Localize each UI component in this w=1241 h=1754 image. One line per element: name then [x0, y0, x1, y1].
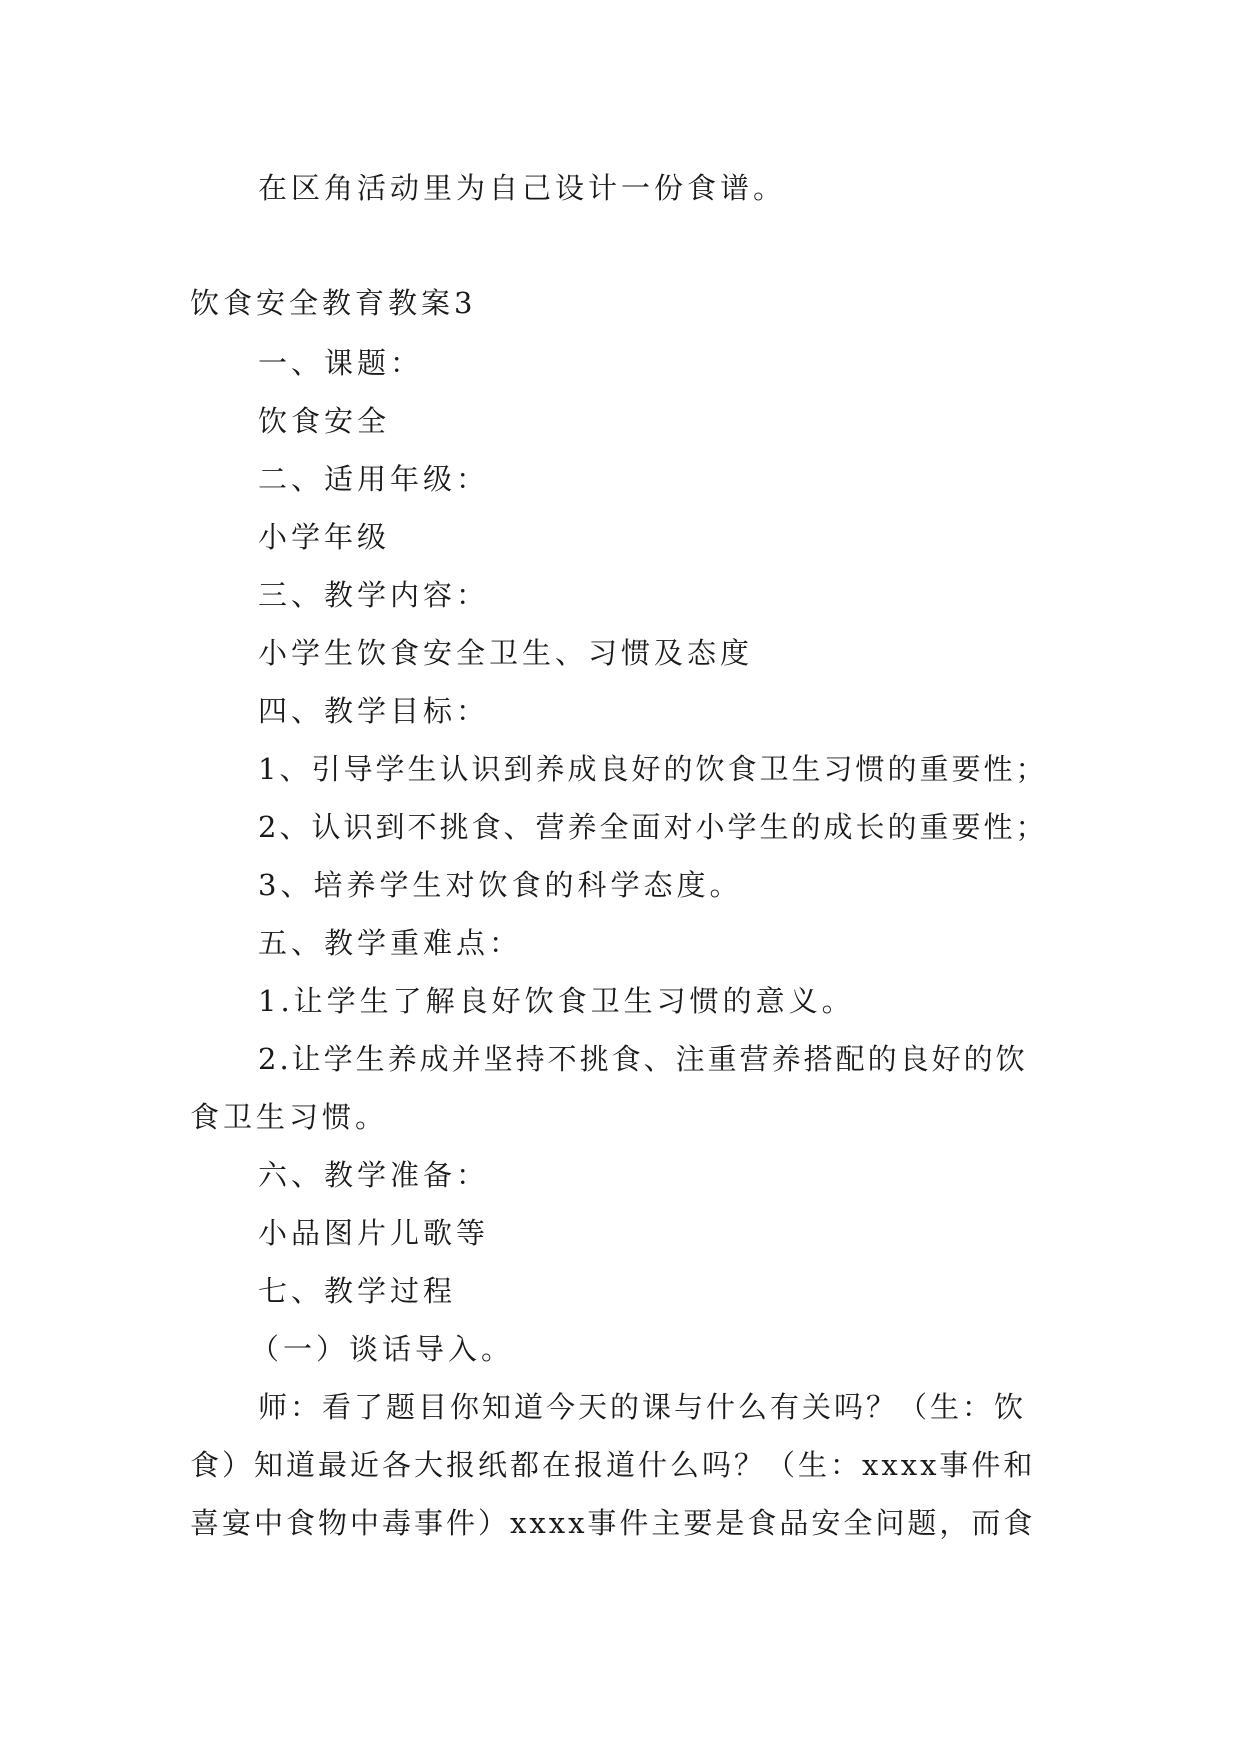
heading-objectives: 四、教学目标：	[258, 694, 490, 728]
paragraph-dialogue: 喜宴中食物中毒事件）xxxx事件主要是食品安全问题，而食	[190, 1506, 1036, 1540]
paragraph-grade: 小学年级	[258, 520, 391, 554]
key-point-item-continued: 食卫生习惯。	[190, 1100, 389, 1134]
key-point-item: 1.让学生了解良好饮食卫生习惯的意义。	[258, 984, 855, 1018]
paragraph-dialogue: 师：看了题目你知道今天的课与什么有关吗？（生：饮	[258, 1390, 1027, 1424]
heading-topic: 一、课题：	[258, 346, 424, 380]
objective-item: 3、培养学生对饮食的科学态度。	[258, 868, 743, 902]
paragraph-content: 小学生饮食安全卫生、习惯及态度	[258, 636, 754, 670]
heading-grade: 二、适用年级：	[258, 462, 490, 496]
heading-preparation: 六、教学准备：	[258, 1158, 490, 1192]
intro-line: 在区角活动里为自己设计一份食谱。	[258, 171, 787, 205]
heading-key-points: 五、教学重难点：	[258, 926, 523, 960]
paragraph-dialogue: 食）知道最近各大报纸都在报道什么吗？（生：xxxx事件和	[190, 1448, 1036, 1482]
objective-item: 2、认识到不挑食、营养全面对小学生的成长的重要性；	[258, 810, 1048, 844]
section-title: 饮食安全教育教案3	[190, 286, 477, 320]
heading-content: 三、教学内容：	[258, 578, 490, 612]
objective-item: 1、引导学生认识到养成良好的饮食卫生习惯的重要性；	[258, 752, 1048, 786]
subheading-introduction: （一）谈话导入。	[250, 1332, 515, 1366]
paragraph-topic: 饮食安全	[258, 404, 391, 438]
heading-process: 七、教学过程	[258, 1274, 457, 1308]
key-point-item: 2.让学生养成并坚持不挑食、注重营养搭配的良好的饮	[258, 1042, 1028, 1076]
paragraph-preparation: 小品图片儿歌等	[258, 1216, 490, 1250]
